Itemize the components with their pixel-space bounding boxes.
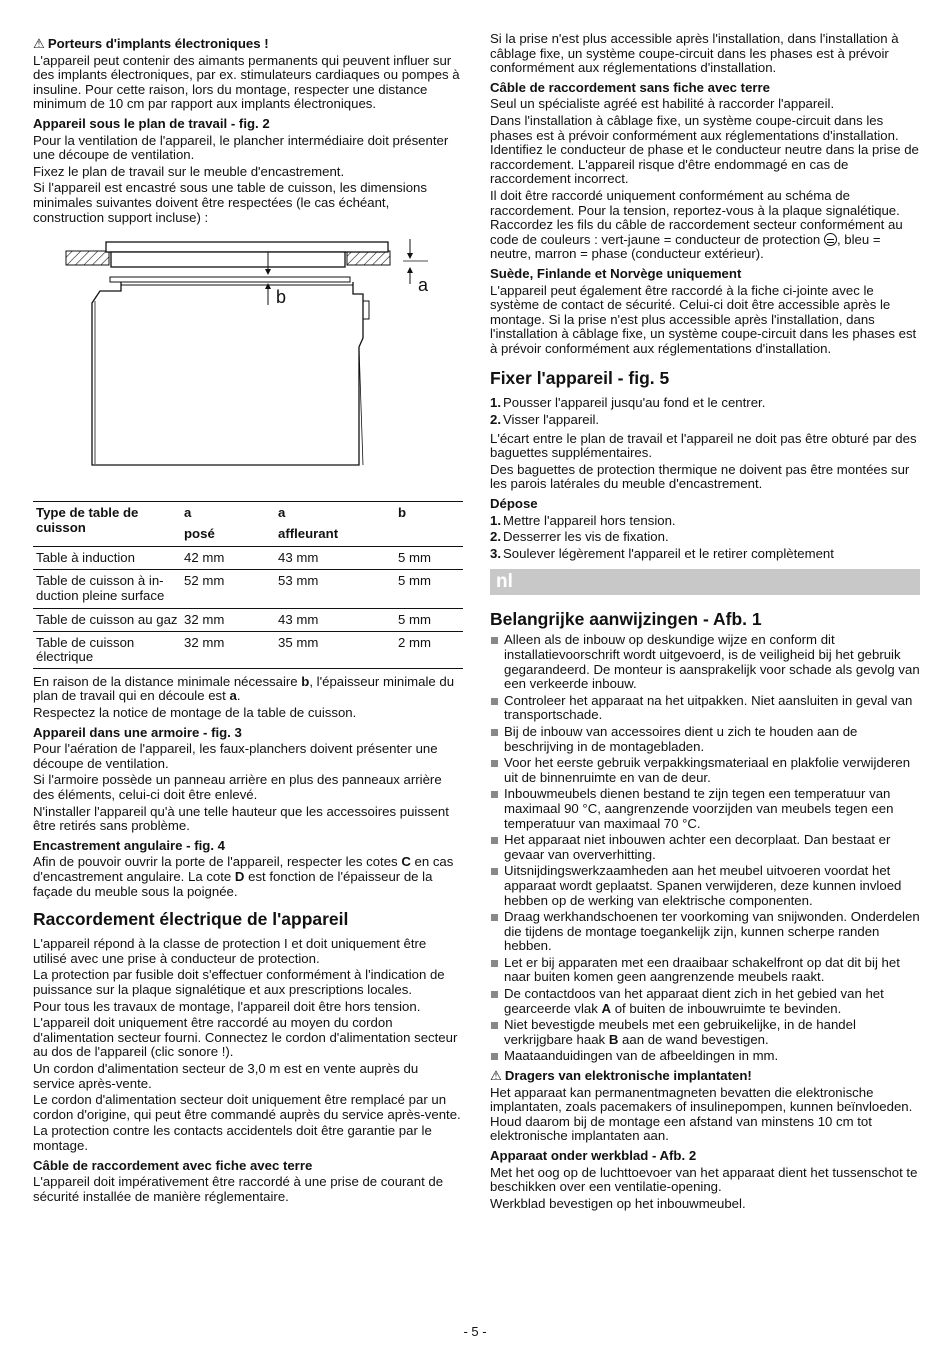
worktop-right: [347, 251, 390, 265]
heading-cable-sans-fiche: Câble de raccordement sans fiche avec terre: [490, 79, 771, 95]
cell-a-affleurant: 43 mm: [275, 609, 395, 632]
para-raccord-2: La protection par fusible doit s'effectuer conformément à l'indication de puissance sur la plaque signalétique et aux prescriptions locales.: [33, 967, 445, 997]
para-armoire-1: Pour l'aération de l'appareil, les faux-planchers doivent présenter une découpe de ventilation.: [33, 741, 438, 771]
para-raccord-6: Le cordon d'alimentation secteur doit uniquement être remplacé par un cordon d'origine, qui peut être commandé auprès du service après-vente.: [33, 1092, 461, 1122]
heading-armoire: Appareil dans une armoire - fig. 3: [33, 724, 242, 740]
table-header-row: [33, 502, 463, 547]
warning-text-implants: L'appareil peut contenir des aimants permanents qui peuvent influer sur des implants électroniques, par ex. stimulateurs cardiaques ou pompes à insuline. Pour cette raison, lors du montage, respecter une distance minimum de 10 cm par rapport aux implants électroniques.: [33, 52, 460, 112]
warning-heading-implantaten: ⚠ Dragers van elektronische implantaten!: [490, 1069, 920, 1084]
cell-type: Table à induction: [33, 547, 181, 570]
intermediate-floor: [110, 277, 350, 282]
installation-diagram: [33, 239, 463, 487]
cell-b: 5 mm: [395, 569, 463, 608]
header-a-affleurant: a affleurant: [275, 502, 395, 547]
para-sans-2: Dans l'installation à câblage fixe, un système coupe-circuit dans les phases est à prévoir conformément aux réglementations d'installation. Identifiez le conducteur de phase et le conducteur neutre dans la prise de raccordement. L'appareil risque d'être endommagé en cas de raccordement incorrect.: [490, 112, 919, 187]
cell-b: 2 mm: [395, 631, 463, 668]
list-item: 2. Desserrer les vis de fixation.: [490, 529, 669, 545]
list-item: Inbouwmeubels dienen bestand te zijn tegen een temperatuur van maximaal 90 °C, aangrenzende voorzijden van meubels tegen een temperatuur van maximaal 70 °C.: [490, 787, 920, 831]
header-b: b: [395, 502, 463, 547]
warning-text-implantaten: Het apparaat kan permanentmagneten bevatten die elektronische implantaten, zoals pacemakers of insulinepompen, kunnen beïnvloeden. Houd daarom bij de montage een afstand van minstens 10 cm tot elektronische implantaten aan.: [490, 1084, 913, 1144]
para-notice: Respectez la notice de montage de la table de cuisson.: [33, 705, 357, 721]
cell-b: 5 mm: [395, 547, 463, 570]
hob: [106, 242, 388, 252]
table-row: [33, 631, 463, 668]
cell-a-affleurant: 43 mm: [275, 547, 395, 570]
para-suede: L'appareil peut également être raccordé à la fiche ci-jointe avec le système de contact de sécurité. Celui-ci doit être accessible après le montage. Si la prise n'est plus accessible après l'installation, dans l'installation à câblage fixe, un système coupe-circuit dans les phases est à prévoir conformément aux réglementations d'installation.: [490, 282, 917, 356]
list-item: Niet bevestigde meubels met een gebruikelijke, in de handel verkrijgbare haak B aan de wand bevestigen.: [490, 1018, 920, 1047]
list-item: Draag werkhandschoenen ter voorkoming van snijwonden. Onderdelen die tijdens de montage toegankelijk zijn, kunnen scherpe randen hebben.: [490, 910, 920, 954]
list-item: 1. Mettre l'appareil hors tension.: [490, 512, 676, 528]
para-sans-3: Il doit être raccordé uniquement conformément au schéma de raccordement. Pour la tension, reportez-vous à la plaque signalétique. Raccordez les fils du câble de raccordement secteur conformément au code de couleurs : vert-jaune = conducteur de protection , bleu = neutre, marron = phase (conducteur extérieur).: [490, 187, 903, 262]
list-item: Het apparaat niet inbouwen achter een decorplaat. Dan bestaat er gevaar van oververhitting.: [490, 833, 920, 862]
fixer-steps: [490, 396, 920, 427]
heading-sous-plan: Appareil sous le plan de travail - fig. 2: [33, 115, 270, 131]
warning-heading-implants: ⚠ Porteurs d'implants électroniques !: [33, 37, 463, 52]
label-b: b: [276, 287, 287, 308]
list-item: Uitsnijdingswerkzaamheden aan het meubel uitvoeren voordat het apparaat wordt geplaatst. Spanen verwijderen, deze kunnen invloed hebben op de werking van elektrische componenten.: [490, 864, 920, 908]
para-werkblad-1: Met het oog op de luchttoevoer van het apparaat dient het tussenschot te beschikken over een ventilatie-opening.: [490, 1164, 918, 1195]
list-item: Maataanduidingen van de afbeeldingen in mm.: [490, 1049, 920, 1064]
heading-fixer: Fixer l'appareil - fig. 5: [490, 368, 670, 389]
heading-suede: Suède, Finlande et Norvège uniquement: [490, 265, 742, 281]
hob-dimensions-table: [33, 501, 463, 669]
table-row: [33, 569, 463, 608]
protective-earth-icon: [824, 233, 837, 246]
heading-cable-avec-fiche: Câble de raccordement avec fiche avec terre: [33, 1157, 313, 1173]
bullet-list: [490, 633, 920, 1064]
list-item: Bij de inbouw van accessoires dient u zich te houden aan de beschrijving in de montagebladen.: [490, 725, 920, 754]
para-armoire-2: Si l'armoire possède un panneau arrière en plus des panneaux arrière des éléments, celui-ci doit être enlevé.: [33, 772, 442, 803]
header-a-pose: a posé: [181, 502, 275, 547]
para-werkblad-2: Werkblad bevestigen op het inbouwmeubel.: [490, 1195, 746, 1211]
list-item: 2. Visser l'appareil.: [490, 412, 600, 428]
list-item: De contactdoos van het apparaat dient zich in het gebied van het gearceerde vlak A of buiten de inbouwruimte te bevinden.: [490, 987, 920, 1016]
list-item: Controleer het apparaat na het uitpakken. Niet aansluiten in geval van transportschade.: [490, 694, 920, 723]
cell-a-affleurant: 53 mm: [275, 569, 395, 608]
para-raccord-5: Un cordon d'alimentation secteur de 3,0 m est en vente auprès du service après-vente.: [33, 1060, 419, 1091]
table-row: [33, 547, 463, 570]
language-bar-nl: nl: [490, 569, 920, 595]
cell-a-pose: 32 mm: [181, 631, 275, 668]
para-raccord-3: Pour tous les travaux de montage, l'appareil doit être hors tension.: [33, 998, 421, 1014]
para-cable-avec-fiche: L'appareil doit impérativement être raccordé à une prise de courant de sécurité installée de manière réglementaire.: [33, 1174, 444, 1204]
para-raccord-1: L'appareil répond à la classe de protection I et doit uniquement être utilisé avec une prise à conducteur de protection.: [33, 936, 427, 966]
para-sous-plan-1: Pour la ventilation de l'appareil, le plancher intermédiaire doit présenter une découpe de ventilation.: [33, 132, 449, 163]
cell-a-affleurant: 35 mm: [275, 631, 395, 668]
cell-a-pose: 52 mm: [181, 569, 275, 608]
para-raccord-4: L'appareil doit uniquement être raccordé au moyen du cordon d'alimentation secteur fourni. Connectez le cordon d'alimentation secteur au dos de l'appareil (clic sonore !).: [33, 1015, 458, 1060]
para-sous-plan-2: Fixez le plan de travail sur le meuble d'encastrement.: [33, 163, 345, 179]
cell-a-pose: 32 mm: [181, 609, 275, 632]
para-after-table: En raison de la distance minimale nécessaire b, l'épaisseur minimale du plan de travail qui en découle est a.: [33, 673, 455, 704]
list-item: Let er bij apparaten met een draaibaar schakelfront op dat dit bij het naar buiten komen geen aangrenzende meubels raakt.: [490, 956, 920, 985]
right-column: [490, 32, 920, 1213]
worktop-left: [66, 251, 109, 265]
cell-type: Table de cuisson au gaz: [33, 609, 181, 632]
cell-a-pose: 42 mm: [181, 547, 275, 570]
heading-angulaire: Encastrement angulaire - fig. 4: [33, 837, 226, 853]
table-row: [33, 609, 463, 632]
cell-type: Table de cuisson à in-duction pleine surface: [33, 569, 181, 608]
para-angulaire: Afin de pouvoir ouvrir la porte de l'appareil, respecter les cotes C en cas d'encastrement angulaire. La cote D est fonction de l'épaisseur de la façade du meuble sous la poignée.: [33, 854, 454, 899]
para-fixer-2: Des baguettes de protection thermique ne doivent pas être montées sur les parois latérales du meuble d'encastrement.: [490, 461, 910, 492]
para-sans-1: Seul un spécialiste agréé est habilité à raccorder l'appareil.: [490, 96, 835, 112]
para-armoire-3: N'installer l'appareil qu'à une telle hauteur que les accessoires puissent être retirés sans problème.: [33, 803, 449, 834]
heading-belangrijke: Belangrijke aanwijzingen - Afb. 1: [490, 609, 762, 630]
para-fixer-1: L'écart entre le plan de travail et l'appareil ne doit pas être obturé par des baguettes supplémentaires.: [490, 430, 917, 461]
para-sous-plan-3: Si l'appareil est encastré sous une table de cuisson, les dimensions minimales suivantes doivent être respectées (le cas échéant, construction support incluse) :: [33, 180, 427, 225]
oven-body: [92, 282, 363, 465]
left-column: [33, 32, 463, 1206]
oven-handle: [363, 301, 369, 319]
depose-steps: [490, 514, 920, 562]
list-item: Voor het eerste gebruik verpakkingsmateriaal en plakfolie verwijderen uit de binnenruimte en van de deur.: [490, 756, 920, 785]
para-raccord-7: La protection contre les contacts accidentels doit être garantie par le montage.: [33, 1123, 432, 1153]
page-number: - 5 -: [463, 1324, 487, 1339]
label-a: a: [418, 275, 429, 296]
hob-body: [111, 252, 345, 267]
heading-raccordement: Raccordement électrique de l'appareil: [33, 909, 349, 930]
heading-werkblad: Apparaat onder werkblad - Afb. 2: [490, 1148, 697, 1163]
heading-depose: Dépose: [490, 496, 538, 512]
cell-b: 5 mm: [395, 609, 463, 632]
list-item: Alleen als de inbouw op deskundige wijze en conform dit installatievoorschrift wordt uitgevoerd, is de veiligheid bij het gebruik gegarandeerd. De monteur is aansprakelijk voor schade als gevolg van een verkeerde inbouw.: [490, 633, 920, 691]
para-prise-top: Si la prise n'est plus accessible après l'installation, dans l'installation à câblage fixe, un système coupe-circuit dans les phases est à prévoir conformément aux réglementations d'installation.: [490, 31, 899, 76]
cell-type: Table de cuisson électrique: [33, 631, 181, 668]
list-item: 1. Pousser l'appareil jusqu'au fond et le centrer.: [490, 395, 766, 411]
header-type: Type de table de cuisson: [33, 502, 181, 547]
list-item: 3. Soulever légèrement l'appareil et le retirer complètement: [490, 545, 834, 561]
